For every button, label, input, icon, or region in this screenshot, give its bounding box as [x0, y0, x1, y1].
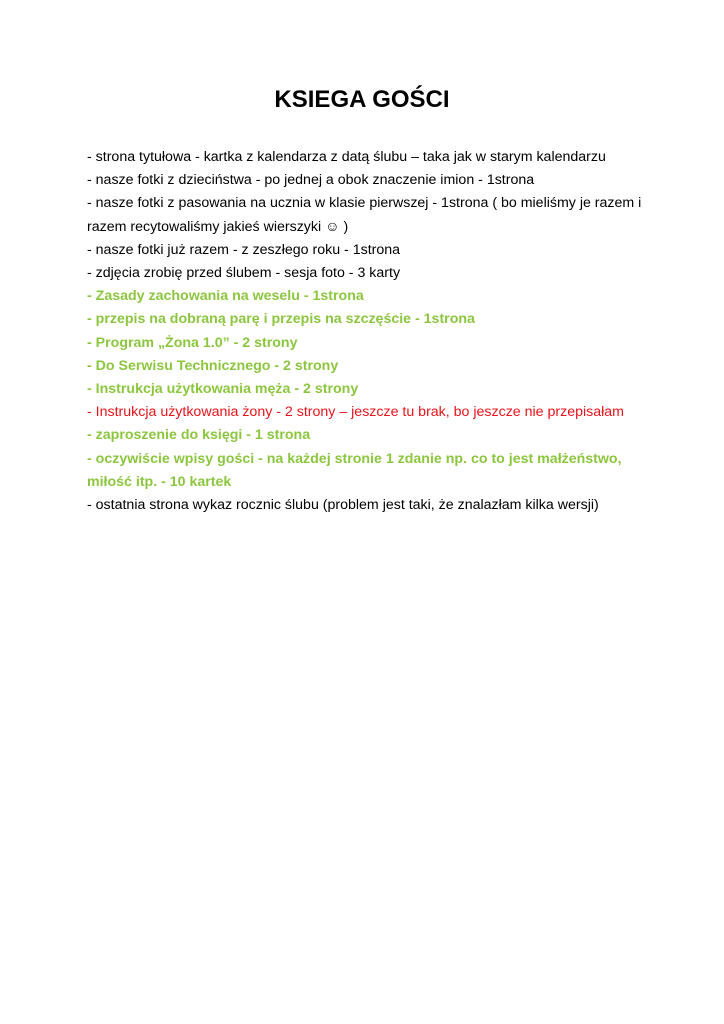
list-item: - strona tytułowa - kartka z kalendarza z datą ślubu – taka jak w starym kalendarzu — [87, 149, 606, 165]
list-item-highlighted: - Instrukcja użytkowania męża - 2 strony — [87, 381, 359, 398]
list-item: - nasze fotki z dzieciństwa - po jednej a obok znaczenie imion - 1strona — [87, 172, 535, 189]
list-item-missing: - Instrukcja użytkowania żony - 2 strony – jeszcze tu brak, bo jeszcze nie przepisałam — [87, 404, 624, 421]
list-item-highlighted: - przepis na dobraną parę i przepis na szczęście - 1strona — [87, 311, 475, 328]
list-item-highlighted: - oczywiście wpisy gości - na każdej stronie 1 zdanie np. co to jest małżeństwo, miłość itp. - 10 kartek — [87, 450, 622, 490]
list-item-highlighted: - zaproszenie do księgi - 1 strona — [87, 427, 311, 444]
list-item-highlighted: - Program „Żona 1.0” - 2 strony — [87, 334, 298, 351]
list-item: - zdjęcia zrobię przed ślubem - sesja foto - 3 karty — [87, 265, 401, 282]
list-item: - nasze fotki już razem - z zeszłego roku - 1strona — [87, 241, 401, 258]
list-item: - ostatnia strona wykaz rocznic ślubu (problem jest taki, że znalazłam kilka wersji) — [87, 497, 599, 514]
page-title: KSIEGA GOŚCI — [274, 86, 450, 113]
list-item: - nasze fotki z pasowania na ucznia w klasie pierwszej - 1strona ( bo mieliśmy je razem i razem recytowaliśmy jakieś wierszyki ☺ ) — [87, 195, 642, 235]
list-item-highlighted: - Zasady zachowania na weselu - 1strona — [87, 288, 364, 305]
list-item-highlighted: - Do Serwisu Technicznego - 2 strony — [87, 357, 339, 374]
item-list — [87, 146, 647, 517]
